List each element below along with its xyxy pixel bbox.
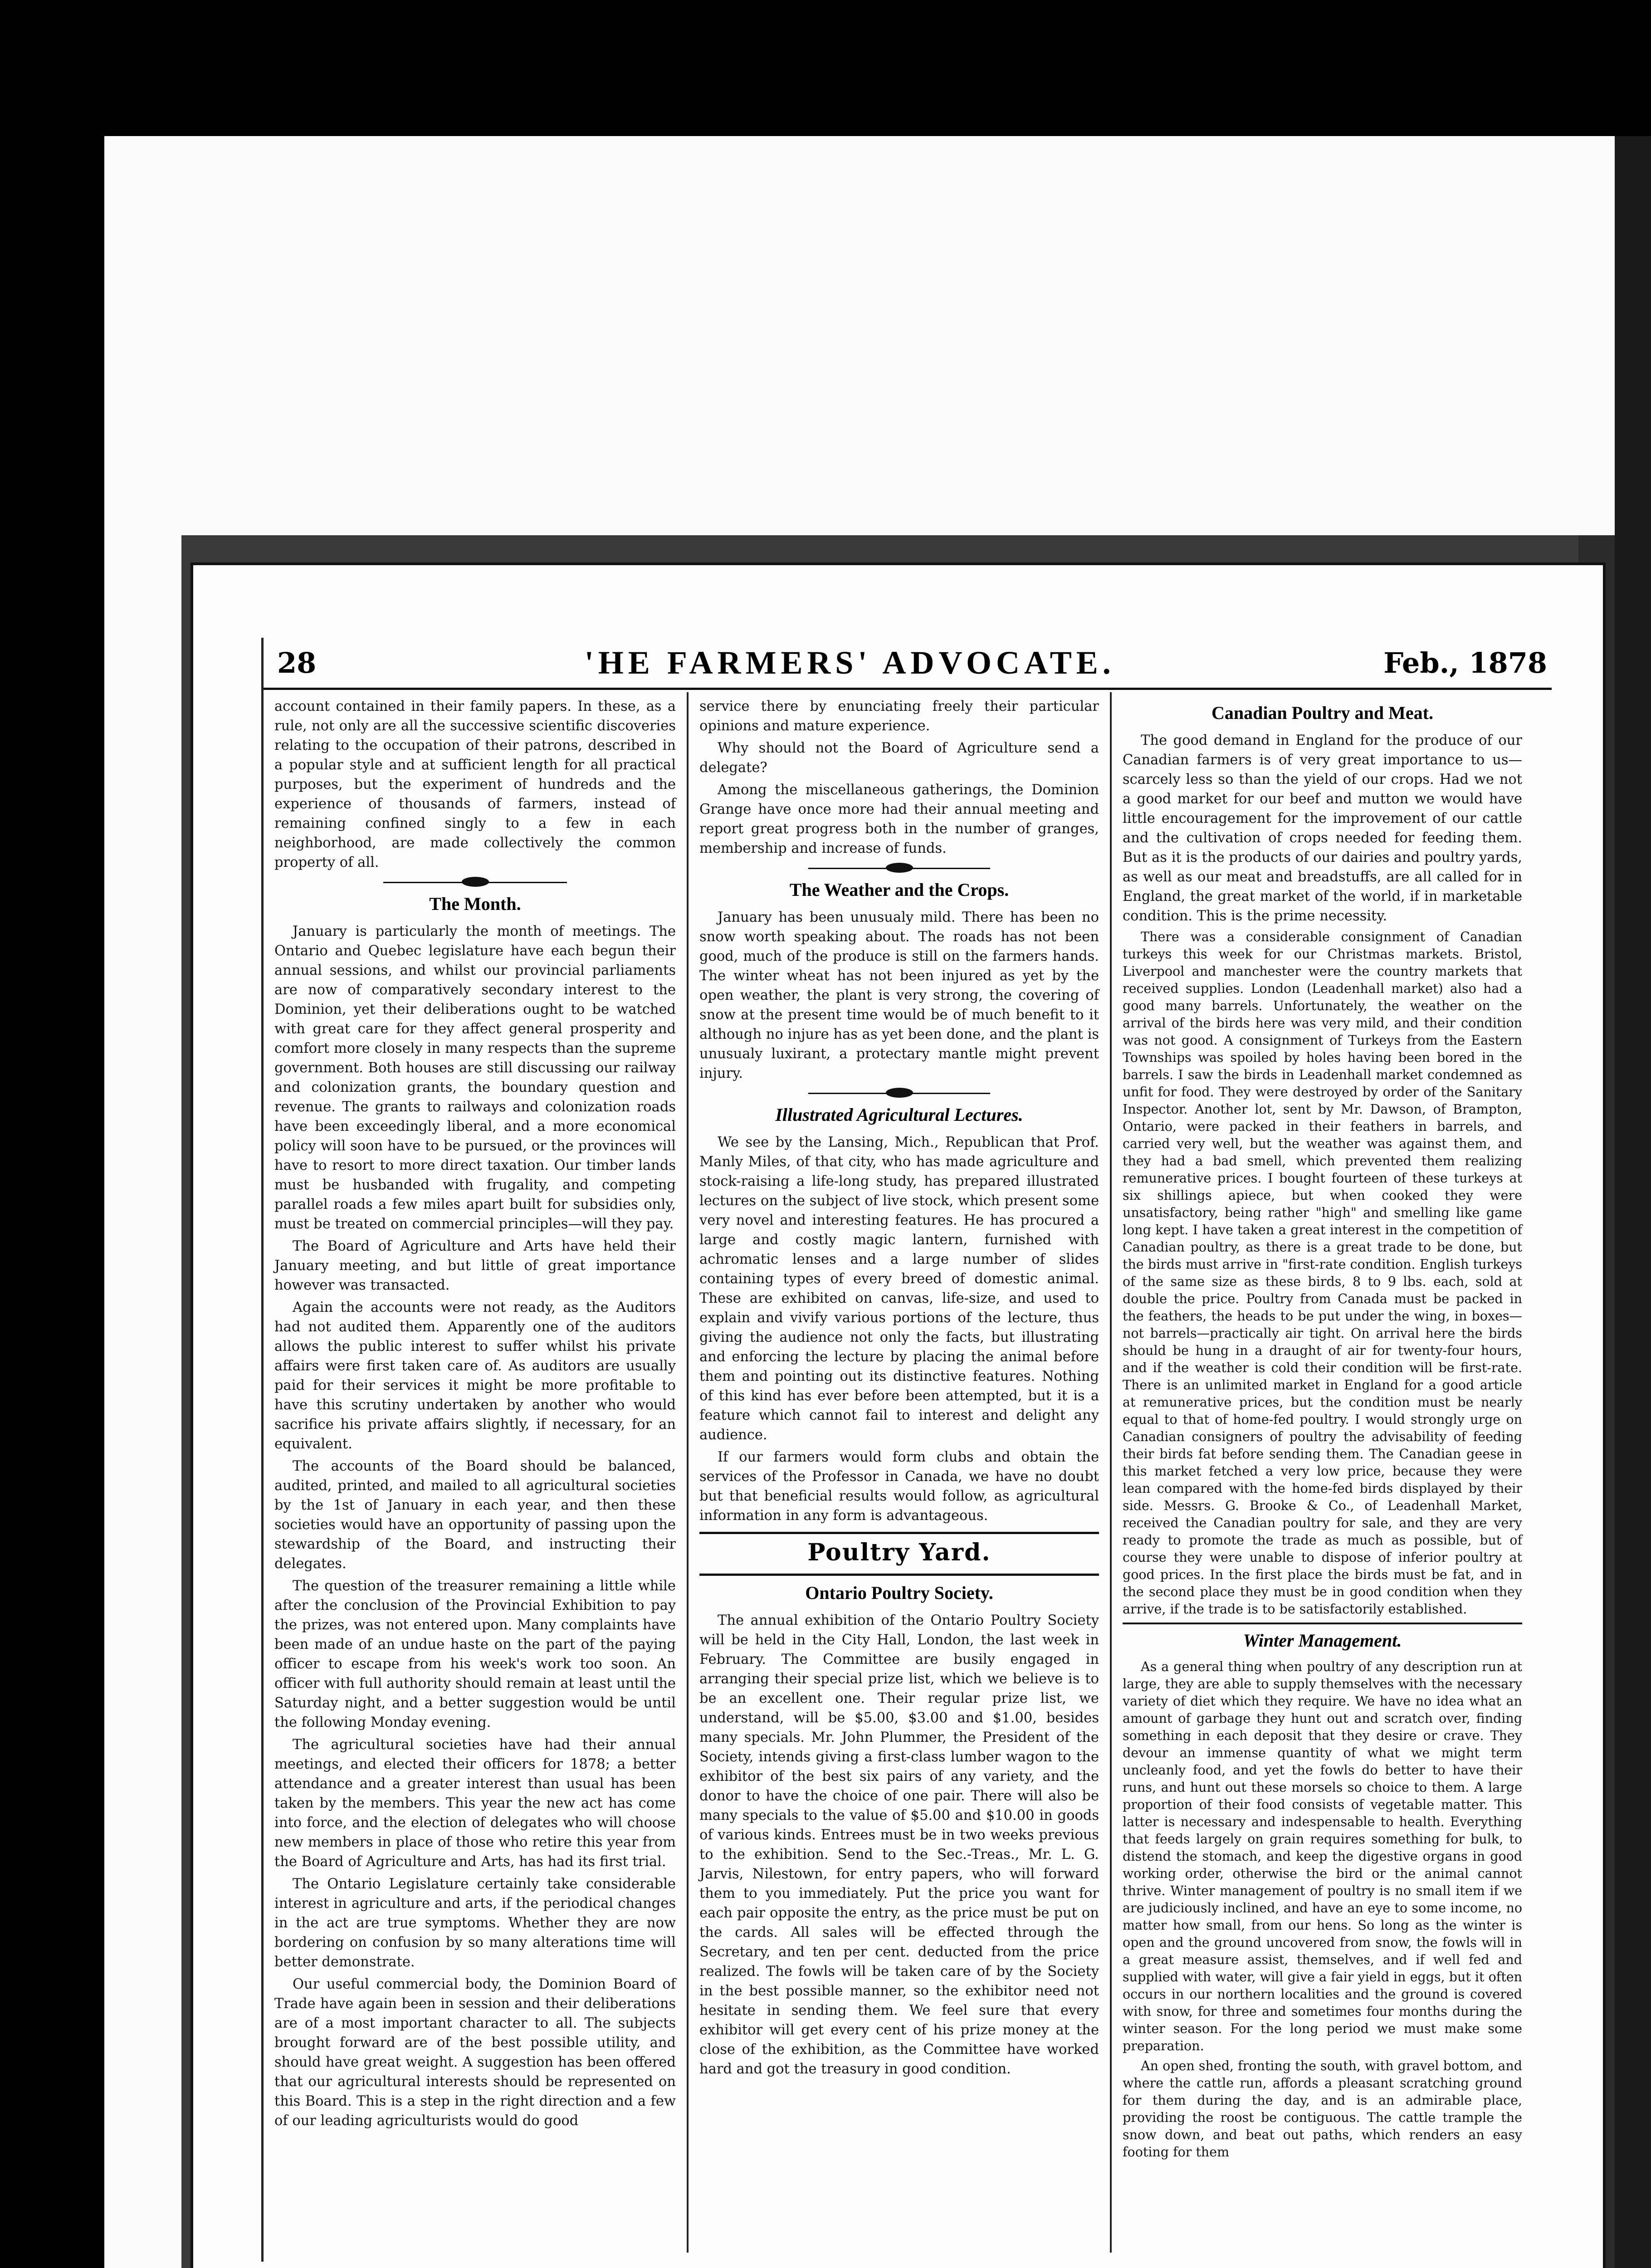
- page-number: 28: [277, 646, 317, 679]
- article-paragraph: An open shed, fronting the south, with gravel bottom, and where the cattle run, affords a pleasant scratching ground for them during the day, and is an admirable place, providing the roost be contiguous. The cattle trample the snow down, and beat out paths, which renders an easy footing for them: [1123, 2058, 1522, 2160]
- article-paragraph: Why should not the Board of Agriculture send a delegate?: [699, 740, 1099, 776]
- article-paragraph: The Board of Agriculture and Arts have held their January meeting, and but little of great importance however was transacted.: [274, 1238, 676, 1293]
- column-3: [1110, 692, 1533, 2253]
- ornament-divider: [274, 877, 676, 888]
- article-paragraph: As a general thing when poultry of any description run at large, they are able to supply themselves with the necessary variety of diet which they require. We have no idea what an amount of garbage they hunt out and scratch over, finding something in each deposit that they desire or crave. They devour an immense quantity of what we might term uncleanly food, and yet the fowls do better to have their runs, and hunt out these morsels so choice to them. A large proportion of their food consists of vegetable matter. This latter is necessary and indespensable to health. Everything that feeds largely on grain requires something for bulk, to distend the stomach, and keep the digestive organs in good working order, otherwise the bird or the animal cannot thrive. Winter management of poultry is no small item if we are judiciously inclined, and have an eye to some income, no matter how small, from our hens. So long as the winter is open and the ground uncovered from snow, the fowls will in a great measure assist, themselves, and if well fed and supplied with water, will give a fair yield in eggs, but it often occurs in our northern localities and the ground is covered with snow, for three and sometimes four months during the winter season. For the long period we must make some preparation.: [1123, 1659, 1522, 2053]
- article-paragraph: service there by enunciating freely their particular opinions and mature experience.: [699, 699, 1099, 734]
- headline-weather-crops: The Weather and the Crops.: [789, 880, 1009, 900]
- article-paragraph: Our useful commercial body, the Dominion Board of Trade have again been in session and their deliberations are of a most important character to all. The subjects brought forward are of the best possible utility, and should have great weight. A suggestion has been offered that our agricultural interests should be represented on this Board. This is a step in the right direction and a few of our leading agriculturists would do good: [274, 1976, 676, 2129]
- column-1: [264, 692, 687, 2253]
- headline-the-month: The Month.: [429, 894, 521, 914]
- headline-winter-management: Winter Management.: [1243, 1630, 1402, 1651]
- issue-date: Feb., 1878: [1383, 646, 1547, 679]
- headline-illustrated-lectures: Illustrated Agricultural Lectures.: [775, 1105, 1023, 1125]
- column-2: [687, 692, 1110, 2253]
- article-paragraph: The annual exhibition of the Ontario Poultry Society will be held in the City Hall, London, the last week in February. The Committee are busily engaged in arranging their special prize list, which we believe is to be an excellent one. Their regular prize list, we understand, will be $5.00, $3.00 and $1.00, besides many specials. Mr. John Plummer, the President of the Society, intends giving a first-class lumber wagon to the exhibitor of the best six pairs of any variety, and the donor to have the choice of one pair. There will also be many specials to the value of $5.00 and $10.00 in goods of various kinds. Entrees must be in two weeks previous to the exhibition. Send to the Sec.-Treas., Mr. L. G. Jarvis, Nilestown, for entry papers, who will forward them to you immediately. Put the price you want for each pair opposite the entry, as the price must be put on the cards. All sales will be effected through the Secretary, and ten per cent. deducted from the price realized. The fowls will be taken care of by the Society in the best possible manner, so the exhibitor need not hesitate in sending them. We feel sure that every exhibitor will get every cent of his prize money at the close of the exhibition, as the Committee have worked hard and got the treasury in good condition.: [699, 1613, 1099, 2077]
- ornament-divider: [699, 1088, 1099, 1099]
- headline-canadian-poultry-meat: Canadian Poultry and Meat.: [1211, 703, 1433, 723]
- film-border-top: [0, 0, 1651, 136]
- ornament-divider: [699, 863, 1099, 874]
- article-paragraph: The agricultural societies have had their annual meetings, and elected their officers for 1878; a better attendance and a greater interest than usual has been taken by the members. This year the new act has come into force, and the election of delegates who will choose new members in place of those who retire this year from the Board of Agriculture and Arts, has had its first trial.: [274, 1737, 676, 1870]
- article-paragraph: We see by the Lansing, Mich., Republican that Prof. Manly Miles, of that city, who has made agriculture and stock-raising a life-long study, has prepared illustrated lectures on the subject of live stock, which present some very novel and interesting features. He has procured a large and costly magic lantern, furnished with achromatic lenses and a large number of slides containing types of every breed of domestic animal. These are exhibited on canvas, life-size, and used to explain and vivify various portions of the lecture, thus giving the audience not only the facts, but illustrating and enforcing the lecture by placing the animal before them and pointing out its distinctive features. Nothing of this kind has ever before been attempted, but it is a feature which cannot fail to interest and delight any audience.: [699, 1134, 1099, 1443]
- masthead: [264, 638, 1552, 690]
- article-columns: [264, 692, 1552, 2253]
- scan-right-edge: [1615, 136, 1651, 2268]
- article-paragraph: January is particularly the month of meetings. The Ontario and Quebec legislature have each begun their annual sessions, and whilst our provincial parliaments are now of comparatively secondary interest to the Dominion, yet their deliberations ought to be watched with great care for they affect general prosperity and comfort more closely in many respects than the supreme government. Both houses are still discussing our railway and colonization grants, the boundary question and revenue. The grants to railways and colonization roads have been exceedingly liberal, and a more economical policy will soon have to be pursued, or the provinces will have to resort to more direct taxation. Our timber lands must be husbanded with frugality, and competing parallel roads a few miles apart built for subsidies only, must be treated on commercial principles—will they pay.: [274, 924, 676, 1232]
- article-paragraph: If our farmers would form clubs and obtain the services of the Professor in Canada, we have no doubt but that beneficial results would follow, as agricultural information in any form is advantageous.: [699, 1449, 1099, 1524]
- article-paragraph: January has been unusualy mild. There has been no snow worth speaking about. The roads has not been good, much of the produce is still on the farmers hands. The winter wheat has not been injured as yet by the open weather, the plant is very strong, the covering of snow at the present time would be of much benefit to it although no injure has as yet been done, and the plant is unusualy luxirant, a protectary mantle might prevent injury.: [699, 909, 1099, 1081]
- section-header-box: [699, 1532, 1099, 1576]
- page-content: [261, 638, 1552, 2262]
- article-paragraph: The question of the treasurer remaining a little while after the conclusion of the Provincial Exhibition to pay the prizes, was not entered upon. Many complaints have been made of an undue haste on the part of the paying officer to escape from his week's work too soon. An officer with full authority should remain at least until the Saturday night, and a better suggestion would be until the following Monday evening.: [274, 1578, 676, 1730]
- section-title-poultry-yard: Poultry Yard.: [807, 1539, 991, 1566]
- newspaper-page: [190, 562, 1606, 2268]
- masthead-title: 'HE FARMERS' ADVOCATE.: [584, 644, 1115, 681]
- headline-ontario-poultry-society: Ontario Poultry Society.: [805, 1583, 993, 1603]
- article-paragraph: Among the miscellaneous gatherings, the Dominion Grange have once more had their annual meeting and report great progress both in the number of granges, membership and increase of funds.: [699, 782, 1099, 856]
- article-paragraph: The Ontario Legislature certainly take considerable interest in agriculture and arts, if the periodical changes in the act are true symptoms. Whether they are now bordering on confusion by so many alterations time will better demonstrate.: [274, 1876, 676, 1970]
- section-divider: [1123, 1623, 1522, 1624]
- article-paragraph: The good demand in England for the produce of our Canadian farmers is of very great importance to us—scarcely less so than the yield of our crops. Had we not a good market for our beef and mutton we would have little encouragement for the improvement of our cattle and the cultivation of crops needed for feeding them. But as it is the products of our dairies and poultry yards, as well as our meat and breadstuffs, are all called for in England, the great market of the world, if in marketable condition. This is the prime necessity.: [1123, 733, 1522, 924]
- article-paragraph: Again the accounts were not ready, as the Auditors had not audited them. Apparently one of the auditors allows the public interest to suffer whilst his private affairs were first taken care of. As auditors are usually paid for their services it might be more profitable to have this scrutiny undertaken by another who would sacrifice his private affairs slightly, if necessary, for an equivalent.: [274, 1300, 676, 1452]
- article-paragraph: account contained in their family papers. In these, as a rule, not only are all the successive scientific discoveries relating to the occupation of their patrons, described in a popular style and at sufficient length for all practical purposes, but the experiment of hundreds and the experience of thousands of farmers, instead of remaining confined singly to a few in each neighborhood, are made collectively the common property of all.: [274, 699, 676, 870]
- article-paragraph: The accounts of the Board should be balanced, audited, printed, and mailed to all agricultural societies by the 1st of January in each year, and then these societies would have an opportunity of passing upon the stewardship of the Board, and instructing their delegates.: [274, 1458, 676, 1572]
- article-paragraph: There was a considerable consignment of Canadian turkeys this week for our Christmas markets. Bristol, Liverpool and manchester were the country markets that received supplies. London (Leadenhall market) also had a good many barrels. Unfortunately, the weather on the arrival of the birds here was very mild, and their condition was not good. A consignment of Turkeys from the Eastern Townships was spoiled by holes having been bored in the barrels. I saw the birds in Leadenhall market condemned as unfit for food. They were destroyed by order of the Sanitary Inspector. Another lot, sent by Mr. Dawson, of Brampton, Ontario, were packed in their feathers in barrels, and carried very well, but the weather was against them, and they had a bad smell, which prevented them realizing remunerative prices. I bought fourteen of these turkeys at six shillings apiece, but when cooked they were unsatisfactory, being rather "high" and smelling like game long kept. I have taken a great interest in the competition of Canadian poultry, as there is a great trade to be done, but the birds must arrive in "first-rate condition. English turkeys of the same size as these birds, 8 to 9 lbs. each, sold at double the price. Poultry from Canada must be packed in the feathers, the heads to be put under the wing, in boxes—not barrels—practically air tight. On arrival here the birds should be hung in a draught of air for twenty-four hours, and if the weather is cold their condition will be first-rate. There is an unlimited market in England for a good article at remunerative prices, but the condition must be nearly equal to that of home-fed poultry. I would strongly urge on Canadian consigners of poultry the advisability of feeding their birds fat before sending them. The Canadian geese in this market fetched a very low price, because they were lean compared with the home-fed birds displayed by their side. Messrs. G. Brooke & Co., of Leadenhall Market, received the Canadian poultry for sale, and they are very ready to promote the trade as much as possible, but of course they were unable to dispose of inferior poultry at good prices. In the first place the birds must be fat, and in the second place they must be in good condition when they arrive, if the trade is to be satisfactorily established.: [1123, 929, 1522, 1617]
